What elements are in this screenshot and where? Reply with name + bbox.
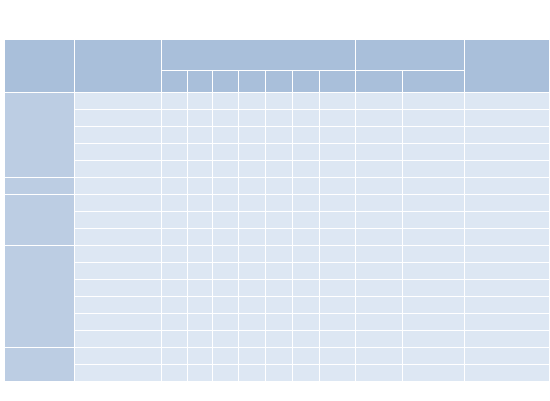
value-cell [356,280,403,297]
table-row [5,127,550,144]
value-cell [320,280,356,297]
value-cell [266,331,293,348]
value-cell [213,93,239,110]
table-body [5,93,550,382]
value-cell [464,110,549,127]
value-cell [293,161,320,178]
steel-code-cell [75,365,162,382]
steel-code-cell [75,263,162,280]
value-cell [213,127,239,144]
header-group [5,40,75,93]
value-cell [464,161,549,178]
value-cell [403,127,465,144]
steel-code-cell [75,178,162,195]
value-cell [239,229,266,246]
value-cell [320,144,356,161]
value-cell [403,263,465,280]
header-element-v [293,70,320,92]
table-header [5,40,550,93]
value-cell [266,229,293,246]
value-cell [403,348,465,365]
value-cell [266,348,293,365]
value-cell [293,263,320,280]
header-hardening [356,70,403,92]
value-cell [356,246,403,263]
value-cell [464,212,549,229]
header-element-cr [239,70,266,92]
header-element-other [320,70,356,92]
header-element-si [213,70,239,92]
value-cell [320,161,356,178]
value-cell [239,178,266,195]
table-row [5,144,550,161]
value-cell [356,127,403,144]
value-cell [464,365,549,382]
value-cell [162,127,188,144]
steel-table [5,40,550,382]
value-cell [239,212,266,229]
steel-code-cell [75,127,162,144]
value-cell [188,212,213,229]
steel-code-cell [75,161,162,178]
value-cell [239,127,266,144]
value-cell [403,297,465,314]
value-cell [188,195,213,212]
value-cell [293,195,320,212]
value-cell [464,178,549,195]
table-row [5,263,550,280]
value-cell [188,348,213,365]
header-element-mn [188,70,213,92]
value-cell [356,365,403,382]
steel-code-cell [75,110,162,127]
value-cell [464,263,549,280]
table-row [5,212,550,229]
value-cell [213,297,239,314]
steel-group-cell [5,93,75,178]
value-cell [239,280,266,297]
value-cell [239,144,266,161]
table-row [5,331,550,348]
value-cell [213,280,239,297]
header-tempering [403,70,465,92]
value-cell [239,246,266,263]
header-temperature [356,40,465,70]
value-cell [403,93,465,110]
value-cell [213,331,239,348]
steel-code-cell [75,348,162,365]
value-cell [188,127,213,144]
value-cell [213,365,239,382]
value-cell [162,263,188,280]
value-cell [266,178,293,195]
value-cell [356,229,403,246]
value-cell [239,93,266,110]
value-cell [266,263,293,280]
value-cell [213,144,239,161]
value-cell [213,110,239,127]
header-composition [162,40,356,70]
value-cell [162,365,188,382]
value-cell [464,331,549,348]
steel-code-cell [75,212,162,229]
value-cell [293,280,320,297]
value-cell [464,246,549,263]
value-cell [403,331,465,348]
value-cell [356,348,403,365]
value-cell [356,212,403,229]
value-cell [356,314,403,331]
value-cell [162,110,188,127]
table-row [5,195,550,212]
table-row [5,161,550,178]
value-cell [464,348,549,365]
value-cell [162,280,188,297]
value-cell [356,178,403,195]
value-cell [266,161,293,178]
value-cell [213,229,239,246]
steel-code-cell [75,144,162,161]
value-cell [188,246,213,263]
value-cell [320,331,356,348]
value-cell [239,297,266,314]
value-cell [403,195,465,212]
steel-code-cell [75,195,162,212]
value-cell [403,314,465,331]
value-cell [464,297,549,314]
value-cell [293,297,320,314]
table-row [5,93,550,110]
value-cell [320,297,356,314]
value-cell [403,365,465,382]
value-cell [188,280,213,297]
value-cell [320,246,356,263]
value-cell [213,195,239,212]
value-cell [464,93,549,110]
value-cell [320,127,356,144]
value-cell [356,263,403,280]
table-row [5,246,550,263]
value-cell [320,93,356,110]
value-cell [162,178,188,195]
value-cell [213,314,239,331]
value-cell [188,93,213,110]
value-cell [239,331,266,348]
table-row [5,280,550,297]
value-cell [293,178,320,195]
value-cell [464,280,549,297]
value-cell [266,93,293,110]
value-cell [266,365,293,382]
value-cell [356,110,403,127]
value-cell [293,229,320,246]
value-cell [213,178,239,195]
table-row [5,348,550,365]
header-element-mo [266,70,293,92]
value-cell [356,331,403,348]
value-cell [403,144,465,161]
steel-code-cell [75,246,162,263]
value-cell [356,195,403,212]
value-cell [266,144,293,161]
value-cell [162,195,188,212]
header-hardness [464,40,549,93]
value-cell [320,195,356,212]
value-cell [162,331,188,348]
value-cell [266,127,293,144]
steel-group-cell [5,348,75,382]
steel-group-cell [5,246,75,348]
value-cell [320,314,356,331]
value-cell [320,263,356,280]
steel-code-cell [75,331,162,348]
value-cell [162,93,188,110]
value-cell [162,314,188,331]
value-cell [403,161,465,178]
value-cell [188,110,213,127]
value-cell [239,314,266,331]
value-cell [213,348,239,365]
table-row [5,297,550,314]
value-cell [293,348,320,365]
value-cell [293,127,320,144]
value-cell [266,297,293,314]
value-cell [403,110,465,127]
value-cell [266,195,293,212]
value-cell [293,110,320,127]
value-cell [266,314,293,331]
value-cell [188,229,213,246]
value-cell [188,161,213,178]
value-cell [188,178,213,195]
value-cell [188,331,213,348]
value-cell [162,229,188,246]
value-cell [266,212,293,229]
value-cell [239,348,266,365]
value-cell [403,229,465,246]
value-cell [320,212,356,229]
value-cell [162,348,188,365]
value-cell [356,93,403,110]
value-cell [239,195,266,212]
steel-group-cell [5,178,75,195]
value-cell [266,280,293,297]
value-cell [188,314,213,331]
steel-code-cell [75,93,162,110]
value-cell [464,195,549,212]
table-row [5,229,550,246]
value-cell [320,365,356,382]
value-cell [293,365,320,382]
value-cell [266,246,293,263]
table-row [5,110,550,127]
value-cell [356,161,403,178]
value-cell [293,314,320,331]
value-cell [403,280,465,297]
value-cell [188,297,213,314]
value-cell [213,161,239,178]
value-cell [266,110,293,127]
steel-code-cell [75,280,162,297]
value-cell [162,144,188,161]
value-cell [188,365,213,382]
value-cell [188,263,213,280]
value-cell [162,246,188,263]
table-row [5,178,550,195]
value-cell [464,314,549,331]
value-cell [213,263,239,280]
value-cell [356,297,403,314]
header-element-c [162,70,188,92]
value-cell [320,348,356,365]
value-cell [239,263,266,280]
value-cell [239,161,266,178]
value-cell [162,212,188,229]
value-cell [464,127,549,144]
value-cell [293,246,320,263]
steel-code-cell [75,314,162,331]
value-cell [162,297,188,314]
value-cell [356,144,403,161]
value-cell [188,144,213,161]
steel-group-cell [5,195,75,246]
value-cell [464,144,549,161]
value-cell [320,110,356,127]
value-cell [239,365,266,382]
steel-code-cell [75,229,162,246]
value-cell [403,246,465,263]
value-cell [162,161,188,178]
value-cell [293,331,320,348]
header-code [75,40,162,93]
value-cell [320,229,356,246]
value-cell [403,178,465,195]
steel-code-cell [75,297,162,314]
value-cell [293,212,320,229]
table-row [5,314,550,331]
value-cell [293,144,320,161]
value-cell [213,212,239,229]
table-row [5,365,550,382]
value-cell [293,93,320,110]
value-cell [239,110,266,127]
value-cell [320,178,356,195]
value-cell [464,229,549,246]
value-cell [403,212,465,229]
value-cell [213,246,239,263]
